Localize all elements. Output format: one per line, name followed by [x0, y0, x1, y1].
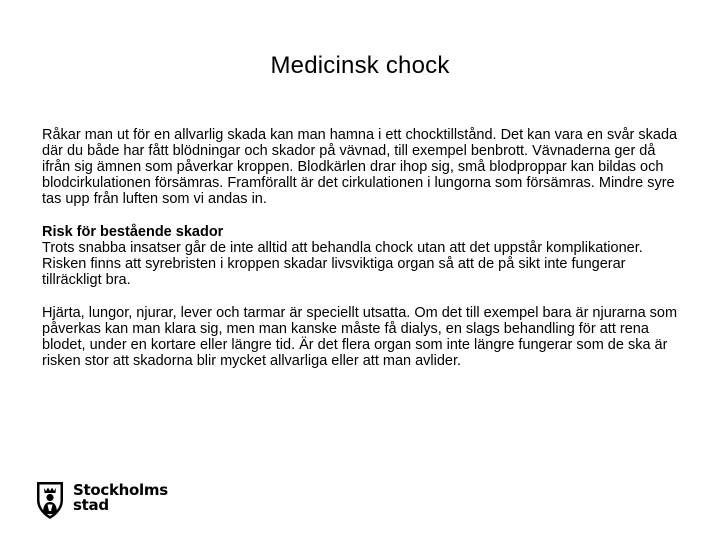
stockholm-crown-shield-icon — [35, 478, 65, 520]
section-risk — [42, 224, 682, 288]
slide-body — [42, 127, 682, 369]
logo-line-1: Stockholms — [73, 481, 168, 499]
stockholms-stad-logo — [35, 478, 195, 522]
paragraph-complications: Trots snabba insatser går de inte alltid att behandla chock utan att det uppstår komplikationer. Risken finns att syrebristen i kroppen skadar livsviktiga organ så att de på sikt inte fungerar tillräckligt bra. — [42, 240, 643, 288]
section-heading: Risk för bestående skador — [42, 224, 224, 240]
paragraph-intro: Råkar man ut för en allvarlig skada kan man hamna i ett chocktillstånd. Det kan vara en svår skada där du både har fått blödningar och skador på vävnad, till exempel benbrott. Vävnaderna ger då ifrån sig ämnen som påverkar kroppen. Blodkärlen drar ihop sig, små blodproppar kan bildas och blodcirkulationen försämras. Framförallt är det cirkulationen i lungorna som försämras. Mindre syre tas upp från luften som vi andas in. — [42, 127, 678, 207]
logo-line-2: stad — [73, 496, 109, 514]
slide-title: Medicinsk chock — [270, 52, 450, 79]
logo-wordmark — [73, 483, 168, 513]
paragraph-organs: Hjärta, lungor, njurar, lever och tarmar är speciellt utsatta. Om det till exempel bara är njurarna som påverkas kan man klara sig, men man kanske måste få dialys, en slags behandling för att rena blodet, under en kortare eller längre tid. Är det flera organ som inte längre fungerar som de ska är risken stor att skadorna blir mycket allvarliga eller att man avlider. — [42, 305, 678, 369]
